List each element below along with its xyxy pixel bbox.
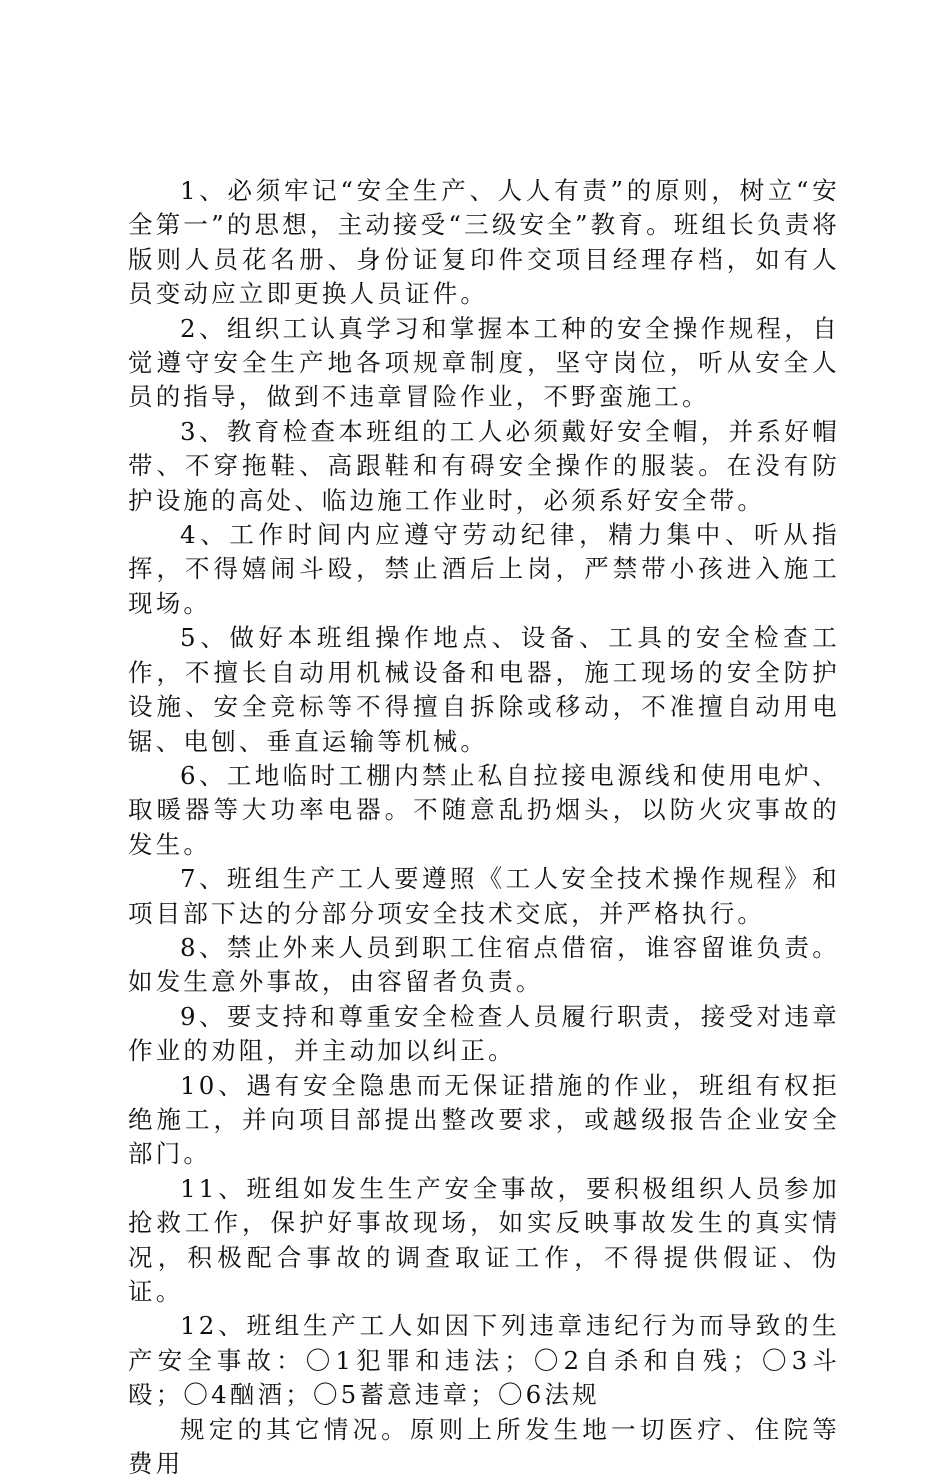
paragraph-8: 8、禁止外来人员到职工住宿点借宿，谁容留谁负责。如发生意外事故，由容留者负责。 [128, 932, 840, 997]
paragraph-1: 1、必须牢记“安全生产、人人有责”的原则，树立“安全第一”的思想，主动接受“三级安全”教育。班组长负责将版则人员花名册、身份证复印件交项目经理存档，如有人员变动应立即更换人员证件。 [128, 176, 840, 309]
paragraph-5: 5、做好本班组操作地点、设备、工具的安全检查工作，不擅长自动用机械设备和电器，施工现场的安全防护设施、安全竞标等不得擅自拆除或移动，不准擅自动用电锯、电刨、垂直运输等机械。 [128, 623, 840, 756]
document-body [128, 174, 840, 1481]
paragraph-4: 4、工作时间内应遵守劳动纪律，精力集中、听从指挥，不得嬉闹斗殴，禁止酒后上岗，严禁带小孩进入施工现场。 [128, 520, 840, 618]
paragraph-7: 7、班组生产工人要遵照《工人安全技术操作规程》和项目部下达的分部分项安全技术交底，并严格执行。 [128, 864, 840, 928]
paragraph-3: 3、教育检查本班组的工人必须戴好安全帽，并系好帽带、不穿拖鞋、高跟鞋和有碍安全操作的服装。在没有防护设施的高处、临边施工作业时，必须系好安全带。 [128, 416, 840, 515]
paragraph-12: 12、班组生产工人如因下列违章违纪行为而导致的生产安全事故：〇1犯罪和违法；〇2自杀和自残；〇3斗殴；〇4酗酒；〇5蓄意违章；〇6法规 [128, 1311, 840, 1410]
paragraph-6: 6、工地临时工棚内禁止私自拉接电源线和使用电炉、取暖器等大功率电器。不随意乱扔烟头，以防火灾事故的发生。 [128, 760, 840, 859]
paragraph-11: 11、班组如发生生产安全事故，要积极组织人员参加抢救工作，保护好事故现场，如实反映事故发生的真实情况，积极配合事故的调查取证工作，不得提供假证、伪证。 [128, 1173, 840, 1306]
paragraph-2: 2、组织工认真学习和掌握本工种的安全操作规程，自觉遵守安全生产地各项规章制度，坚守岗位，听从安全人员的指导，做到不违章冒险作业，不野蛮施工。 [128, 313, 840, 412]
paragraph-10: 10、遇有安全隐患而无保证措施的作业，班组有权拒绝施工，并向项目部提出整改要求，或越级报告企业安全部门。 [128, 1070, 840, 1169]
paragraph-13: 规定的其它情况。原则上所发生地一切医疗、住院等费用 [128, 1414, 840, 1479]
paragraph-9: 9、要支持和尊重安全检查人员履行职责，接受对违章作业的劝阻，并主动加以纠正。 [128, 1001, 840, 1066]
